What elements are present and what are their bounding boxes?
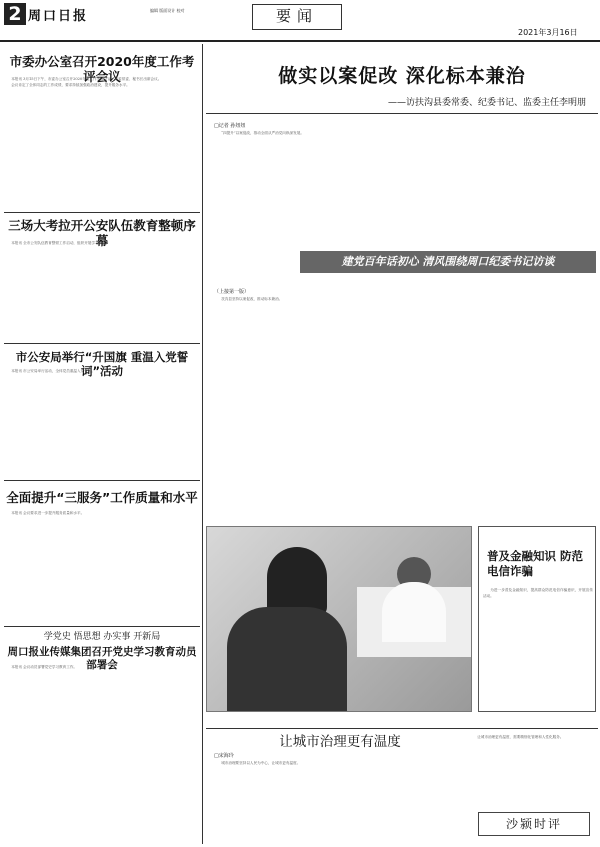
paper-name: 周口日报 [28,9,89,24]
right-box-title: 普及金融知识 防范电信诈骗 [487,549,584,578]
left-kicker-5: 学党史 悟思想 办实事 开新局 [43,632,161,642]
bottom-headline: 让城市治理更有温度 [279,734,401,750]
section-title: 要闻 [252,4,342,30]
right-box-text: 为进一步普及金融知识，提高群众防范电信诈骗意识，开展宣传活动。 [483,588,593,599]
continued-label: （上接第一版） [214,289,250,295]
column-tag: 沙颍时评 [478,812,590,836]
left-rule-1 [4,212,200,213]
main-subheadline: ——访扶沟县委常委、纪委书记、监委主任李明朋 [387,98,586,108]
left-article-2: 本报讯 全市公安队伍教育整顿工作启动，组织开展学习教育。 [11,241,110,245]
bottom-byline: □宋海玲 [214,753,234,759]
page-header [0,0,600,42]
left-headline-3: 市公安局举行“升国旗 重温入党誓词”活动 [15,350,189,378]
main-headline: 做实以案促改 深化标本兼治 [278,65,526,87]
left-rule-4 [4,626,200,627]
left-rule-2 [4,343,200,344]
bottom-article: 城市治理要坚持以人民为中心，让城市更有温度。 [221,761,301,765]
left-divider [202,44,203,844]
bottom-right-text: 让城市治理更有温度，需要精细化管理和人性化服务。 [477,735,564,739]
issue-date: 2021年3月16日 [518,28,578,37]
left-headline-2: 三场大考拉开公安队伍教育整顿序幕 [8,218,196,248]
bottom-rule [206,728,598,729]
left-headline-4: 全面提升“三服务”工作质量和水平 [6,490,198,505]
left-article-1: 本报讯 3月15日下午，市委办公室召开2020年度工作考评会议，市委常委、秘书长出席会议。 会议肯定了全体同志的工作成绩，要求持续加强政治建设，提升服务水平。 [11,77,162,88]
page-number: 2 [4,3,26,25]
main-article: “四提升”以案促改，推动全面从严治党向纵深发展。 [221,131,304,135]
main-byline: □记者 孙妞妞 [214,123,246,129]
main-rule-top [206,113,598,114]
main-article-continued: 扶沟县坚持以案促改，推动标本兼治。 [221,297,283,301]
right-box [478,526,596,712]
left-article-4: 本报讯 会议要求进一步提升服务质量和水平。 [11,511,85,515]
left-headline-1: 市委办公室召开2020年度工作考评会议 [9,54,195,84]
left-headline-5: 周口报业传媒集团召开党史学习教育动员部署会 [7,646,197,671]
left-article-5: 本报讯 会议动员部署党史学习教育工作。 [11,665,78,669]
column-banner: 建党百年话初心 清风围绕周口纪委书记访谈 [300,251,596,273]
news-photo [206,526,472,712]
left-rule-3 [4,480,200,481]
left-article-3: 本报讯 市公安局举行活动，全体党员重温入党誓词。 [11,369,95,373]
header-meta: 编辑 版面设计 校对 [150,8,185,13]
